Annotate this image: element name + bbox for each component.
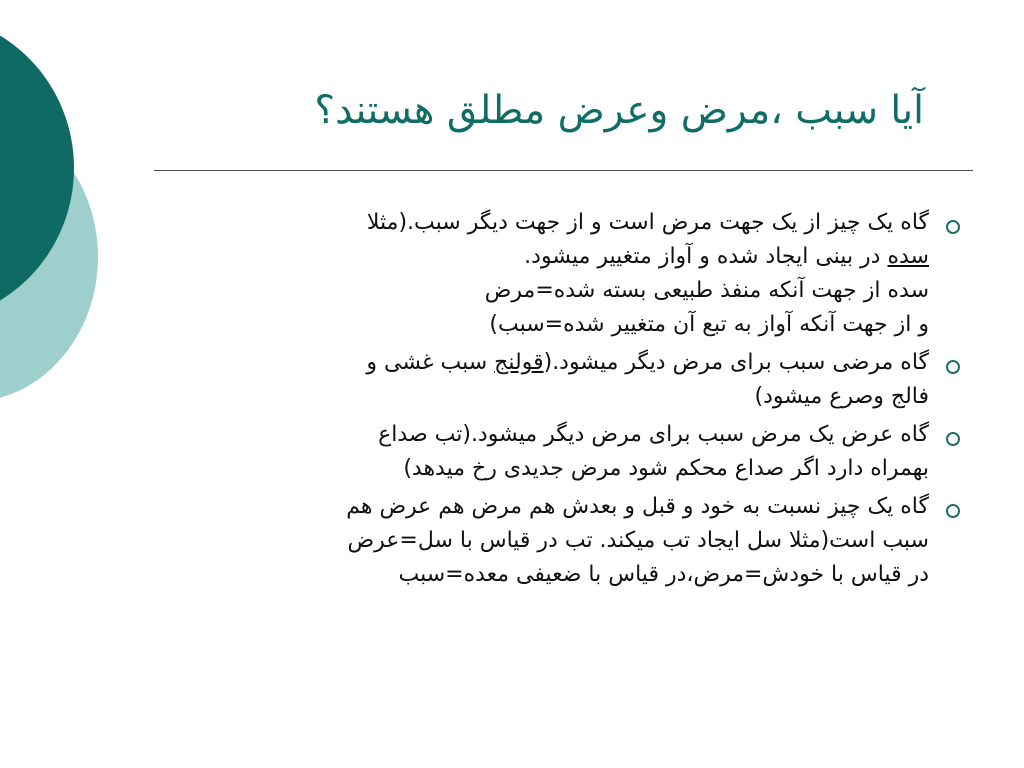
bullet-4-line-2: سبب است(مثلا سل ایجاد تب میکند. تب در قیاس با سل=عرض	[347, 528, 929, 553]
underlined-term-qolanj: قولنج	[494, 350, 544, 375]
hollow-circle-bullet-icon	[946, 432, 960, 446]
underlined-term-sadde: سده	[887, 244, 929, 269]
bullet-1-line-3: سده از جهت آنکه منفذ طبیعی بسته شده=مرض	[484, 278, 929, 303]
bullet-item-3	[160, 418, 968, 486]
bullet-item-4	[160, 490, 968, 592]
slide-title: آیا سبب ،مرض وعرض مطلق هستند؟	[314, 88, 924, 133]
bullet-text-1	[160, 206, 929, 342]
bullet-1-line-1: گاه یک چیز از یک جهت مرض است و از جهت دیگر سبب.(مثلا	[366, 210, 929, 235]
bullet-2-line-1-suffix: سبب غشی و	[366, 350, 495, 375]
hollow-circle-bullet-icon	[946, 360, 960, 374]
bullet-1-line-2	[160, 240, 929, 274]
bullet-text-4	[160, 490, 929, 592]
bullet-2-line-1-prefix: گاه مرضی سبب برای مرض دیگر میشود.(	[543, 350, 929, 375]
bullet-text-2	[160, 346, 929, 414]
bullet-2-line-2: فالج وصرع میشود)	[754, 384, 929, 409]
hollow-circle-bullet-icon	[946, 220, 960, 234]
bullet-item-2	[160, 346, 968, 414]
hollow-circle-bullet-icon	[946, 504, 960, 518]
slide-content	[160, 206, 968, 676]
bullet-4-line-1: گاه یک چیز نسبت به خود و قبل و بعدش هم مرض هم عرض هم	[346, 494, 929, 519]
bullet-1-line-4: و از جهت آنکه آواز به تبع آن متغییر شده=سبب)	[489, 312, 929, 337]
title-divider	[154, 170, 973, 171]
bullet-2-line-1	[160, 346, 929, 380]
bullet-4-line-3: در قیاس با خودش=مرض،در قیاس با ضعیفی معده=سبب	[398, 562, 929, 587]
bullet-text-3	[160, 418, 929, 486]
bullet-item-1	[160, 206, 968, 342]
bullet-list	[160, 206, 968, 592]
bullet-3-line-1: گاه عرض یک مرض سبب برای مرض دیگر میشود.(تب صداع	[378, 422, 929, 447]
bullet-1-line-2-rest: در بینی ایجاد شده و آواز متغییر میشود.	[524, 244, 888, 269]
bullet-3-line-2: بهمراه دارد اگر صداع محکم شود مرض جدیدی رخ میدهد)	[403, 456, 929, 481]
